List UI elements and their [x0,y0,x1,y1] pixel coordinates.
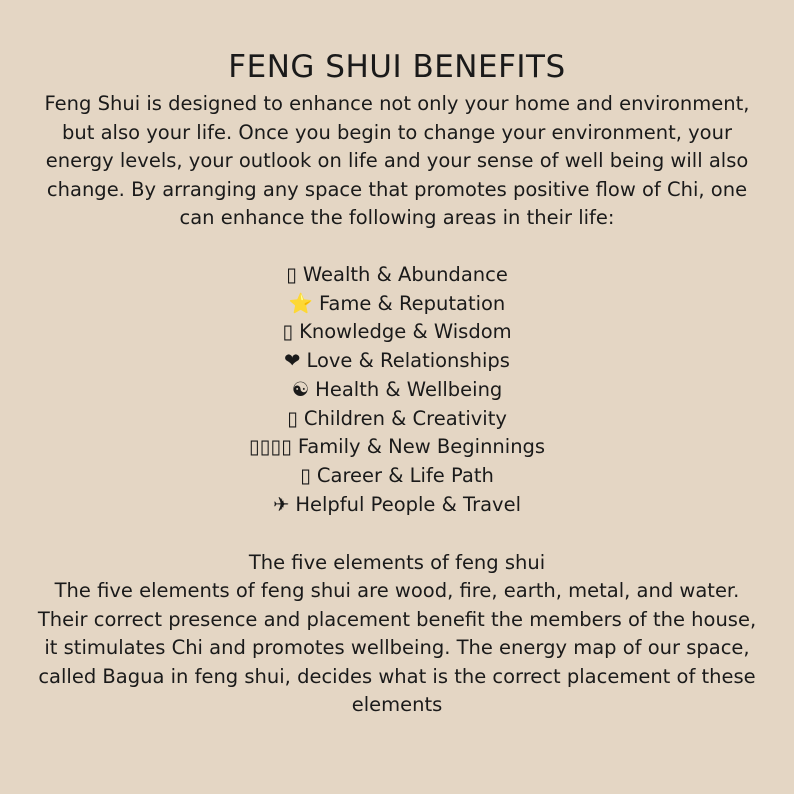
benefit-item [0,433,794,462]
benefit-item [0,405,794,434]
benefit-label: Love & Relationships [306,349,510,373]
benefit-item [0,491,794,520]
benefits-list [0,261,794,519]
benefit-item [0,462,794,491]
elements-heading: The five elements of feng shui [248,551,546,574]
benefit-label: Wealth & Abundance [302,263,508,286]
knowledge-icon: ▯ [282,320,294,344]
airplane-icon: ✈ [273,492,290,516]
benefit-label: Family & New Beginnings [297,435,546,459]
page-title: FENG SHUI BENEFITS [228,49,566,85]
benefit-label: Career & Life Path [316,463,494,487]
benefit-label: Children & Creativity [303,406,507,430]
yin-yang-icon: ☯ [291,377,310,401]
benefit-item [0,261,794,290]
benefit-label: Health & Wellbeing [315,377,503,401]
elements-paragraph: The five elements of feng shui are wood, fire, earth, metal, and water. Their correct presence and placement benefit the members of the house, it stimulates Chi and promotes wellbeing. The energy map of our space, called Bagua in feng shui, decides what is the correct placement of these elements [37,579,757,717]
family-icon: ▯▯▯▯ [248,435,292,459]
benefit-item [0,318,794,347]
benefit-item [0,376,794,405]
children-icon: ▯ [287,406,298,430]
benefit-label: Helpful People & Travel [295,492,521,516]
intro-paragraph: Feng Shui is designed to enhance not only your home and environment, but also your life. Once you begin to change your environment, your energy levels, your outlook on life and your sense of well being will also change. By arranging any space that promotes positive flow of Chi, one can enhance the following areas in their life: [44,92,750,230]
wealth-icon: ▯ [286,263,297,286]
heart-icon: ❤ [284,349,301,373]
benefit-label: Knowledge & Wisdom [299,320,512,344]
career-icon: ▯ [300,463,311,487]
benefit-label: Fame & Reputation [318,291,506,315]
benefit-item [0,347,794,376]
benefit-item [0,290,794,319]
star-icon: ⭐ [288,291,313,315]
